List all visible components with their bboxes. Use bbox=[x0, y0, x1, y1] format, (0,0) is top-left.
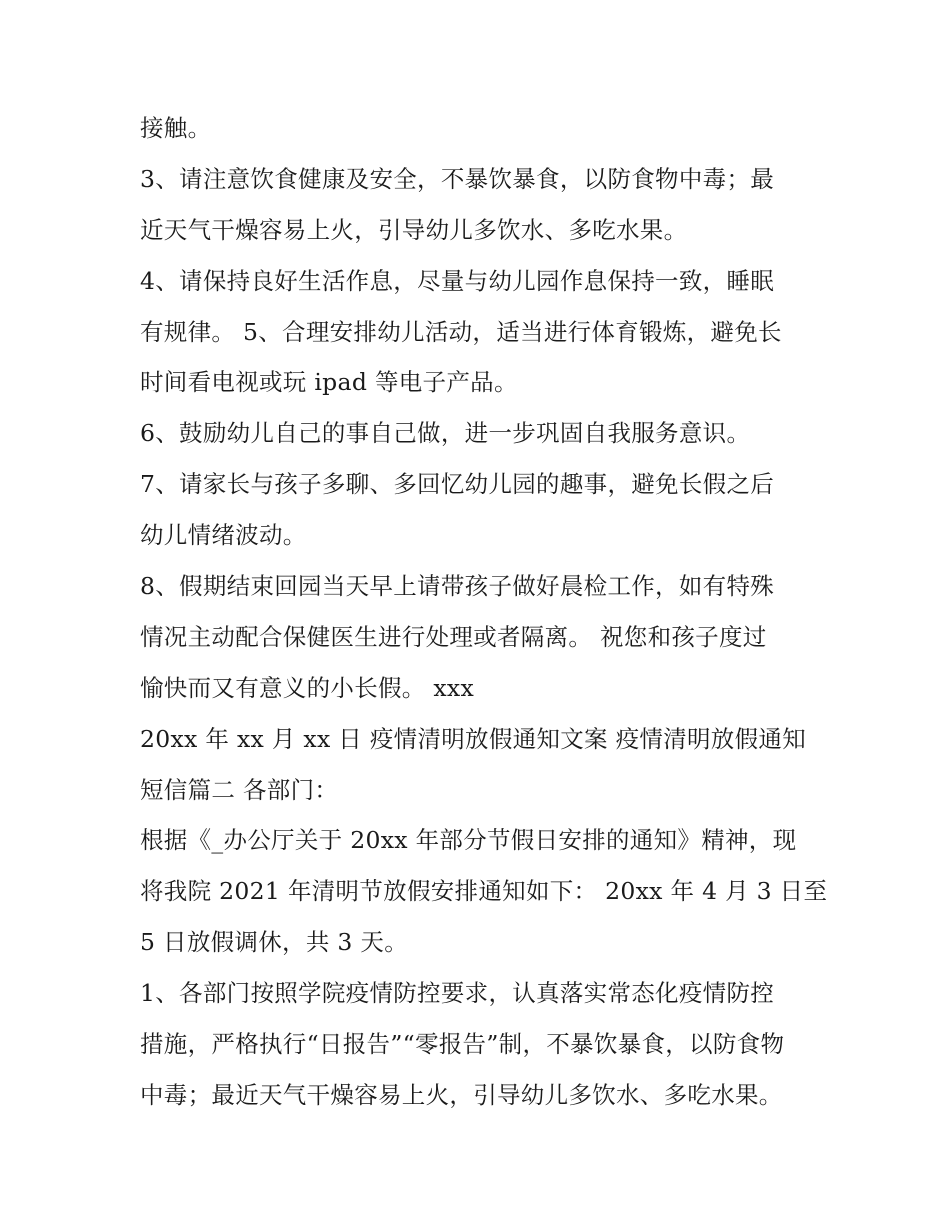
text-line: 短信篇二 各部门： bbox=[140, 775, 339, 804]
text-line: 3、请注意饮食健康及安全，不暴饮暴食，以防食物中毒；最 bbox=[140, 164, 775, 193]
text-line: 措施，严格执行“日报告”“零报告”制，不暴饮暴食，以防食物 bbox=[140, 1030, 785, 1059]
text-line: 1、各部门按照学院疫情防控要求，认真落实常态化疫情防控 bbox=[140, 979, 775, 1008]
text-line: 5 日放假调休，共 3 天。 bbox=[140, 928, 409, 957]
text-line: 近天气干燥容易上火，引导幼儿多饮水、多吃水果。 bbox=[140, 215, 688, 244]
text-line: 接触。 bbox=[140, 114, 212, 142]
text-line: 6、鼓励幼儿自己的事自己做，进一步巩固自我服务意识。 bbox=[140, 419, 751, 448]
text-line: 幼儿情绪波动。 bbox=[140, 521, 307, 550]
document-body bbox=[140, 103, 828, 1121]
text-line: 根据《_办公厅关于 20xx 年部分节假日安排的通知》精神，现 bbox=[140, 826, 797, 855]
text-line: 愉快而又有意义的小长假。 xxx bbox=[140, 673, 475, 702]
text-line: 8、假期结束回园当天早上请带孩子做好晨检工作，如有特殊 bbox=[140, 572, 775, 601]
text-line: 20xx 年 xx 月 xx 日 疫情清明放假通知文案 疫情清明放假通知 bbox=[140, 724, 807, 753]
text-line: 7、请家长与孩子多聊、多回忆幼儿园的趣事，避免长假之后 bbox=[140, 470, 775, 499]
text-line: 有规律。 5、合理安排幼儿活动，适当进行体育锻炼，避免长 bbox=[140, 317, 782, 346]
text-line: 中毒；最近天气干燥容易上火，引导幼儿多饮水、多吃水果。 bbox=[140, 1080, 783, 1109]
text-line: 将我院 2021 年清明节放假安排通知如下： 20xx 年 4 月 3 日至 bbox=[140, 877, 828, 906]
text-line: 情况主动配合保健医生进行处理或者隔离。 祝您和孩子度过 bbox=[140, 622, 767, 651]
text-line: 时间看电视或玩 ipad 等电子产品。 bbox=[140, 368, 518, 397]
text-line: 4、请保持良好生活作息，尽量与幼儿园作息保持一致，睡眠 bbox=[140, 266, 775, 295]
